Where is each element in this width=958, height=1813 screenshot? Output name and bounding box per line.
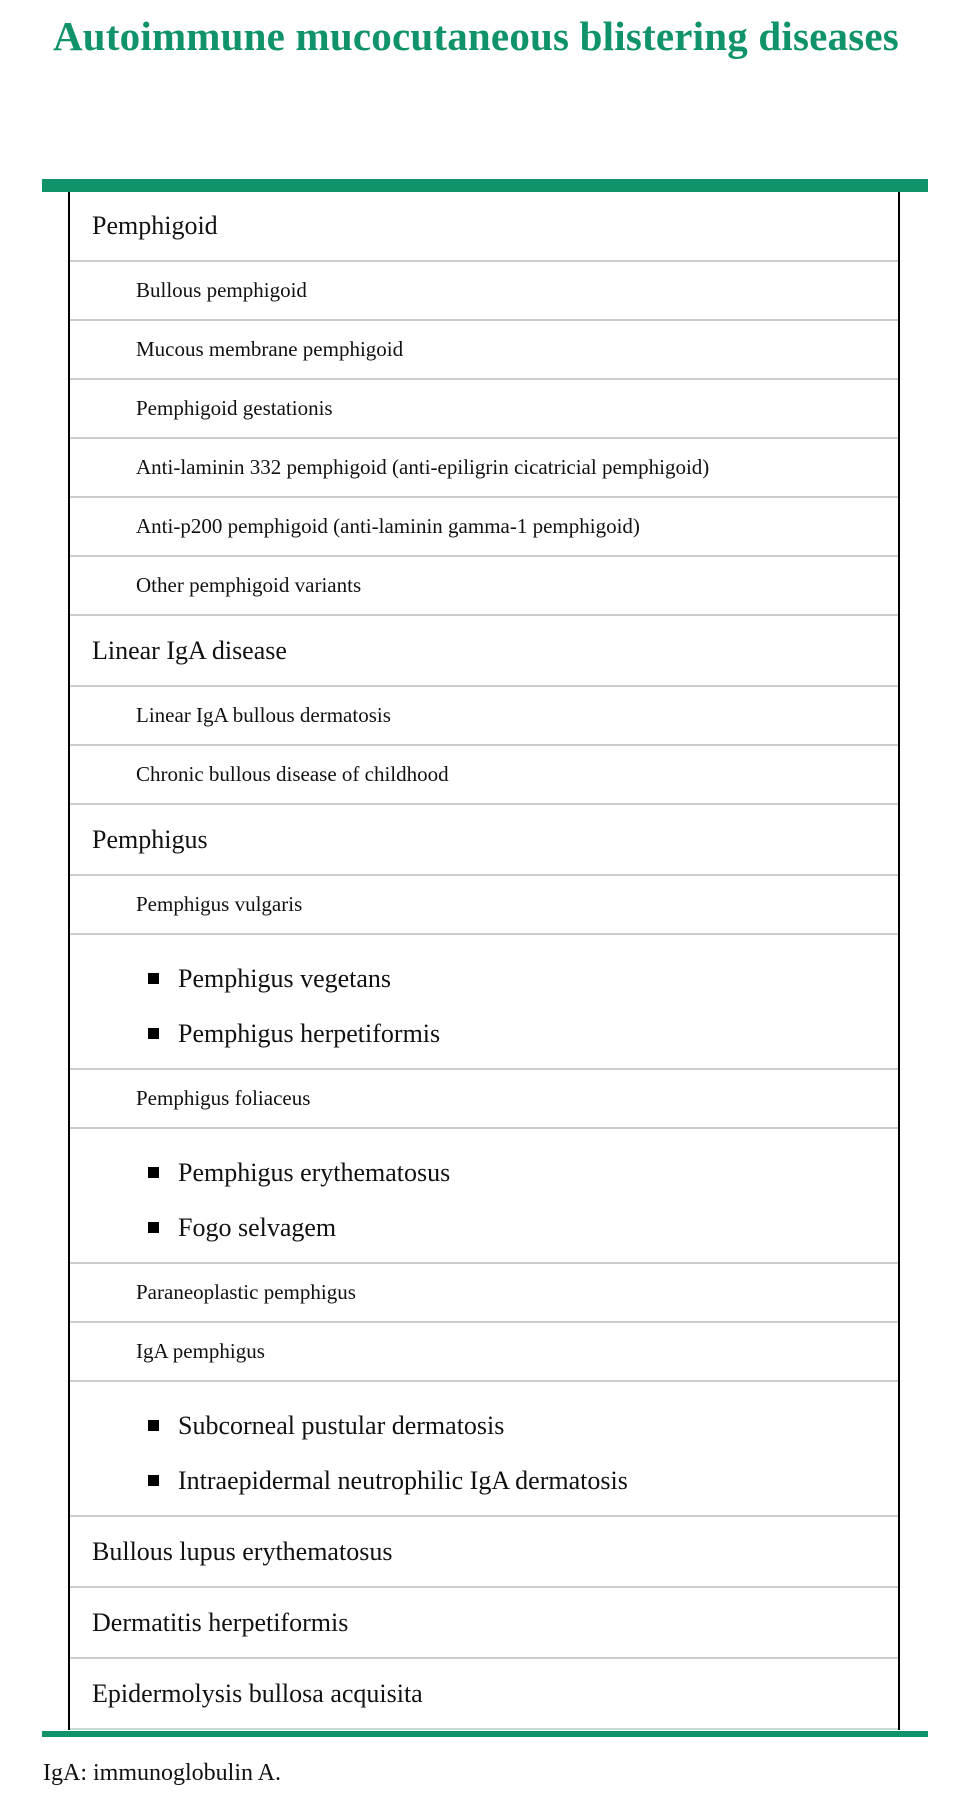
bullet-list: [148, 1398, 898, 1508]
subitem-label: Pemphigus foliaceus: [136, 1086, 311, 1110]
bullet-label: Intraepidermal neutrophilic IgA dermatosis: [178, 1465, 628, 1495]
subitem-label: Linear IgA bullous dermatosis: [136, 703, 391, 727]
bullet-label: Pemphigus erythematosus: [178, 1157, 451, 1187]
table-row-bullet-list: [70, 935, 898, 1070]
subitem-label: Chronic bullous disease of childhood: [136, 762, 449, 786]
category-label: Epidermolysis bullosa acquisita: [92, 1678, 423, 1708]
bullet-item: [148, 1145, 898, 1200]
square-bullet-icon: [148, 1167, 159, 1178]
table-row-category: [70, 616, 898, 687]
category-label: Dermatitis herpetiformis: [92, 1607, 349, 1637]
bullet-item: [148, 1200, 898, 1255]
table-row-subitem: [70, 498, 898, 557]
subitem-label: Pemphigus vulgaris: [136, 892, 303, 916]
subitem-label: IgA pemphigus: [136, 1339, 265, 1363]
subitem-label: Anti-p200 pemphigoid (anti-laminin gamma-1 pemphigoid): [136, 514, 640, 538]
table-row-subitem: [70, 380, 898, 439]
bullet-label: Fogo selvagem: [178, 1212, 337, 1242]
table-row-subitem: [70, 439, 898, 498]
table-row-category: [70, 192, 898, 262]
bullet-label: Pemphigus vegetans: [178, 963, 392, 993]
table-row-subitem: [70, 262, 898, 321]
table-row-category: [70, 1659, 898, 1730]
subitem-label: Pemphigoid gestationis: [136, 396, 333, 420]
table-footnote: IgA: immunoglobulin A.: [43, 1760, 282, 1786]
bullet-item: [148, 1453, 898, 1508]
table-row-category: [70, 1517, 898, 1588]
table-row-subitem: [70, 687, 898, 746]
table-row-bullet-list: [70, 1129, 898, 1264]
square-bullet-icon: [148, 973, 159, 984]
category-label: Bullous lupus erythematosus: [92, 1536, 393, 1566]
disease-classification-table: [68, 192, 900, 1730]
category-label: Pemphigus: [92, 824, 208, 854]
square-bullet-icon: [148, 1475, 159, 1486]
square-bullet-icon: [148, 1222, 159, 1233]
category-label: Linear IgA disease: [92, 635, 287, 665]
table-top-rule: [42, 179, 928, 192]
subitem-label: Other pemphigoid variants: [136, 573, 362, 597]
table-bottom-rule: [42, 1731, 928, 1737]
table-row-subitem: [70, 746, 898, 805]
bullet-item: [148, 951, 898, 1006]
square-bullet-icon: [148, 1028, 159, 1039]
page-title: Autoimmune mucocutaneous blistering diseases: [53, 13, 899, 59]
table-row-subitem: [70, 557, 898, 616]
table-row-category: [70, 1588, 898, 1659]
table-row-category: [70, 805, 898, 876]
bullet-list: [148, 1145, 898, 1255]
table-row-subitem: [70, 876, 898, 935]
table-row-subitem: [70, 1323, 898, 1382]
bullet-list: [148, 951, 898, 1061]
table-row-subitem: [70, 321, 898, 380]
table-row-subitem: [70, 1070, 898, 1129]
subitem-label: Paraneoplastic pemphigus: [136, 1280, 356, 1304]
bullet-item: [148, 1398, 898, 1453]
table-row-subitem: [70, 1264, 898, 1323]
subitem-label: Anti-laminin 332 pemphigoid (anti-epiligrin cicatricial pemphigoid): [136, 455, 710, 479]
category-label: Pemphigoid: [92, 211, 218, 240]
table-row-bullet-list: [70, 1382, 898, 1517]
subitem-label: Mucous membrane pemphigoid: [136, 337, 404, 361]
square-bullet-icon: [148, 1420, 159, 1431]
bullet-item: [148, 1006, 898, 1061]
bullet-label: Pemphigus herpetiformis: [178, 1018, 441, 1048]
bullet-label: Subcorneal pustular dermatosis: [178, 1410, 505, 1440]
subitem-label: Bullous pemphigoid: [136, 278, 307, 302]
